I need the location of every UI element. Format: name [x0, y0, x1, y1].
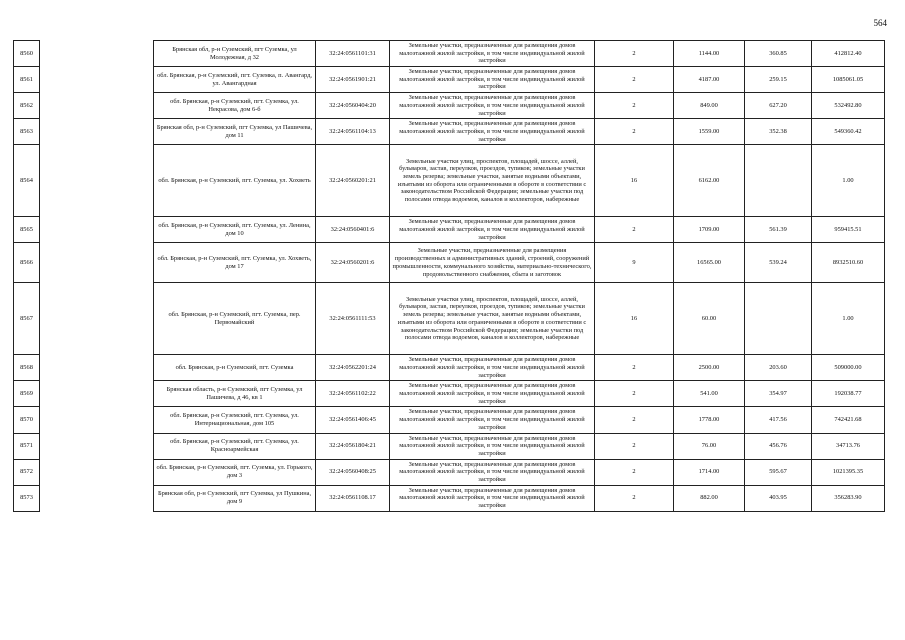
cadastral-number-cell: 32:24:0560408:25 — [316, 459, 390, 485]
cadastral-number-cell: 32:24:0561804:21 — [316, 433, 390, 459]
row-id-cell: 8561 — [14, 67, 40, 93]
cadastral-value-cell: 532492.80 — [812, 93, 885, 119]
group-cell: 9 — [595, 243, 674, 283]
row-id-cell: 8562 — [14, 93, 40, 119]
cadastral-value-cell: 1.00 — [812, 145, 885, 217]
group-cell: 2 — [595, 407, 674, 433]
cadastral-value-cell: 8932510.60 — [812, 243, 885, 283]
cadastral-number-cell: 32:24:0561111:53 — [316, 283, 390, 355]
group-cell: 2 — [595, 41, 674, 67]
rate-cell: 456.76 — [745, 433, 812, 459]
rate-cell: 595.67 — [745, 459, 812, 485]
row-gap — [40, 67, 154, 93]
land-use-cell: Земельные участки, предназначенные для размещения домов малоэтажной жилой застройки, в том числе индивидуальной жилой застройки — [390, 433, 595, 459]
row-id-cell: 8564 — [14, 145, 40, 217]
cadastral-number-cell: 32:24:0562201:24 — [316, 355, 390, 381]
cadastral-number-cell: 32:24:0561104:13 — [316, 119, 390, 145]
group-cell: 2 — [595, 67, 674, 93]
row-gap — [40, 93, 154, 119]
address-cell: обл. Брянская, р-н Суземский, пгт. Суземка, ул. Горького, дом 3 — [154, 459, 316, 485]
cadastral-number-cell: 32:24:0560401:6 — [316, 217, 390, 243]
table-row — [14, 119, 885, 145]
row-gap — [40, 283, 154, 355]
rate-cell: 417.56 — [745, 407, 812, 433]
group-cell: 2 — [595, 217, 674, 243]
group-cell: 2 — [595, 355, 674, 381]
row-id-cell: 8570 — [14, 407, 40, 433]
address-cell: обл. Брянская, р-н Суземский, пгт. Суземка, ул. Ленина, дом 10 — [154, 217, 316, 243]
rate-cell — [745, 283, 812, 355]
cadastral-number-cell: 32:24:0561108.17 — [316, 485, 390, 511]
address-cell: обл. Брянская, р-н Суземский, пгт. Суземка — [154, 355, 316, 381]
cadastral-value-cell: 356283.90 — [812, 485, 885, 511]
area-cell: 4187.00 — [674, 67, 745, 93]
area-cell: 1144.00 — [674, 41, 745, 67]
table-row — [14, 243, 885, 283]
land-use-cell: Земельные участки, предназначенные для размещения домов малоэтажной жилой застройки, в том числе индивидуальной жилой застройки — [390, 119, 595, 145]
area-cell: 1559.00 — [674, 119, 745, 145]
row-id-cell: 8560 — [14, 41, 40, 67]
land-use-cell: Земельные участки, предназначенные для размещения производственных и административных зданий, строений, сооружений промышленности, коммунального хозяйства, материально-технического, продовольственного снабжения, сбыта и заготовок — [390, 243, 595, 283]
row-id-cell: 8568 — [14, 355, 40, 381]
address-cell: Брянская область, р-н Суземский, пгт Суземка, ул Пашичева, д 46, кв 1 — [154, 381, 316, 407]
cadastral-value-cell: 34713.76 — [812, 433, 885, 459]
row-gap — [40, 217, 154, 243]
cadastral-number-cell: 32:24:0561901:21 — [316, 67, 390, 93]
cadastral-number-cell: 32:24:0561406:45 — [316, 407, 390, 433]
cadastral-value-table — [13, 40, 885, 512]
area-cell: 76.00 — [674, 433, 745, 459]
table-row — [14, 217, 885, 243]
cadastral-value-cell: 549360.42 — [812, 119, 885, 145]
row-id-cell: 8569 — [14, 381, 40, 407]
cadastral-number-cell: 32:24:0560404:20 — [316, 93, 390, 119]
address-cell: Брянская обл, р-н Суземский, пгт Суземка, ул Пашичева, дом 11 — [154, 119, 316, 145]
table-row — [14, 485, 885, 511]
rate-cell: 203.60 — [745, 355, 812, 381]
land-use-cell: Земельные участки, предназначенные для размещения домов малоэтажной жилой застройки, в том числе индивидуальной жилой застройки — [390, 41, 595, 67]
row-gap — [40, 119, 154, 145]
cadastral-value-cell: 959415.51 — [812, 217, 885, 243]
group-cell: 2 — [595, 119, 674, 145]
table-row — [14, 355, 885, 381]
group-cell: 16 — [595, 145, 674, 217]
table-row — [14, 67, 885, 93]
address-cell: обл. Брянская, р-н Суземский, пгт. Суземка, ул. Красноармейская — [154, 433, 316, 459]
cadastral-value-cell: 192038.77 — [812, 381, 885, 407]
address-cell: обл. Брянская, р-н Суземский, пгт. Суземка, ул. Некрасова, дом 6-б — [154, 93, 316, 119]
area-cell: 1709.00 — [674, 217, 745, 243]
row-id-cell: 8572 — [14, 459, 40, 485]
cadastral-number-cell: 32:24:0560201:6 — [316, 243, 390, 283]
row-gap — [40, 381, 154, 407]
cadastral-value-cell: 742421.68 — [812, 407, 885, 433]
address-cell: обл. Брянская, р-н Суземский, пгт. Суземка, ул. Хохветь, дом 17 — [154, 243, 316, 283]
land-use-cell: Земельные участки улиц, проспектов, площадей, шоссе, аллей, бульваров, застав, переулков, проездов, тупиков; земельные участки земель резерва; земельные участки, занятые водными объектами, изъятыми из оборота или ограниченными в обороте в соответствии с законодательством Российской Федерации; земельные участки под полосами отвода водоемов, каналов и коллекторов, набережные — [390, 283, 595, 355]
group-cell: 2 — [595, 459, 674, 485]
area-cell: 882.00 — [674, 485, 745, 511]
page-number: 564 — [873, 18, 887, 28]
row-id-cell: 8563 — [14, 119, 40, 145]
cadastral-number-cell: 32:24:0561101:31 — [316, 41, 390, 67]
row-id-cell: 8566 — [14, 243, 40, 283]
rate-cell: 360.85 — [745, 41, 812, 67]
land-use-cell: Земельные участки, предназначенные для размещения домов малоэтажной жилой застройки, в том числе индивидуальной жилой застройки — [390, 67, 595, 93]
land-use-cell: Земельные участки, предназначенные для размещения домов малоэтажной жилой застройки, в том числе индивидуальной жилой застройки — [390, 217, 595, 243]
table-row — [14, 41, 885, 67]
group-cell: 2 — [595, 381, 674, 407]
land-use-cell: Земельные участки улиц, проспектов, площадей, шоссе, аллей, бульваров, застав, переулков, проездов, тупиков; земельные участки земель резерва; земельные участки, занятые водными объектами, изъятыми из оборота или ограниченными в обороте в соответствии с законодательством Российской Федерации; земельные участки под полосами отвода водоемов, каналов и коллекторов, набережные — [390, 145, 595, 217]
group-cell: 16 — [595, 283, 674, 355]
land-use-cell: Земельные участки, предназначенные для размещения домов малоэтажной жилой застройки, в том числе индивидуальной жилой застройки — [390, 355, 595, 381]
cadastral-value-cell: 1085061.05 — [812, 67, 885, 93]
rate-cell: 539.24 — [745, 243, 812, 283]
land-use-cell: Земельные участки, предназначенные для размещения домов малоэтажной жилой застройки, в том числе индивидуальной жилой застройки — [390, 93, 595, 119]
row-id-cell: 8567 — [14, 283, 40, 355]
address-cell: обл. Брянская, р-н Суземский, пгт. Суземка, пер. Первомайский — [154, 283, 316, 355]
cadastral-value-cell: 412812.40 — [812, 41, 885, 67]
area-cell: 1778.00 — [674, 407, 745, 433]
address-cell: обл. Брянская, р-н Суземский, пгт. Суземка, п. Авангард, ул. Авангардная — [154, 67, 316, 93]
group-cell: 2 — [595, 433, 674, 459]
table-row — [14, 145, 885, 217]
rate-cell: 403.95 — [745, 485, 812, 511]
rate-cell: 354.97 — [745, 381, 812, 407]
row-gap — [40, 355, 154, 381]
table-row — [14, 381, 885, 407]
row-id-cell: 8565 — [14, 217, 40, 243]
area-cell: 16565.00 — [674, 243, 745, 283]
cadastral-number-cell: 32:24:0560201:21 — [316, 145, 390, 217]
row-id-cell: 8573 — [14, 485, 40, 511]
row-id-cell: 8571 — [14, 433, 40, 459]
table-row — [14, 407, 885, 433]
table-row — [14, 433, 885, 459]
cadastral-value-cell: 1021395.35 — [812, 459, 885, 485]
area-cell: 541.00 — [674, 381, 745, 407]
rate-cell: 561.39 — [745, 217, 812, 243]
land-use-cell: Земельные участки, предназначенные для размещения домов малоэтажной жилой застройки, в том числе индивидуальной жилой застройки — [390, 459, 595, 485]
cadastral-value-cell: 1.00 — [812, 283, 885, 355]
rate-cell: 259.15 — [745, 67, 812, 93]
address-cell: Брянская обл, р-н Суземский, пгт Суземка, ул Молодежная, д 32 — [154, 41, 316, 67]
row-gap — [40, 485, 154, 511]
rate-cell: 627.20 — [745, 93, 812, 119]
group-cell: 2 — [595, 485, 674, 511]
area-cell: 849.00 — [674, 93, 745, 119]
rate-cell: 352.38 — [745, 119, 812, 145]
cadastral-value-cell: 509000.00 — [812, 355, 885, 381]
address-cell: обл. Брянская, р-н Суземский, пгт. Суземка, ул. Хохветь — [154, 145, 316, 217]
area-cell: 1714.00 — [674, 459, 745, 485]
table-row — [14, 283, 885, 355]
row-gap — [40, 41, 154, 67]
address-cell: обл. Брянская, р-н Суземский, пгт. Суземка, ул. Интернациональная, дом 105 — [154, 407, 316, 433]
row-gap — [40, 243, 154, 283]
cadastral-number-cell: 32:24:0561102:22 — [316, 381, 390, 407]
area-cell: 2500.00 — [674, 355, 745, 381]
table-row — [14, 93, 885, 119]
row-gap — [40, 145, 154, 217]
land-use-cell: Земельные участки, предназначенные для размещения домов малоэтажной жилой застройки, в том числе индивидуальной жилой застройки — [390, 485, 595, 511]
area-cell: 6162.00 — [674, 145, 745, 217]
row-gap — [40, 433, 154, 459]
rate-cell — [745, 145, 812, 217]
group-cell: 2 — [595, 93, 674, 119]
address-cell: Брянская обл, р-н Суземский, пгт Суземка, ул Пушкина, дом 9 — [154, 485, 316, 511]
row-gap — [40, 459, 154, 485]
area-cell: 60.00 — [674, 283, 745, 355]
land-use-cell: Земельные участки, предназначенные для размещения домов малоэтажной жилой застройки, в том числе индивидуальной жилой застройки — [390, 407, 595, 433]
row-gap — [40, 407, 154, 433]
land-use-cell: Земельные участки, предназначенные для размещения домов малоэтажной жилой застройки, в том числе индивидуальной жилой застройки — [390, 381, 595, 407]
table-row — [14, 459, 885, 485]
